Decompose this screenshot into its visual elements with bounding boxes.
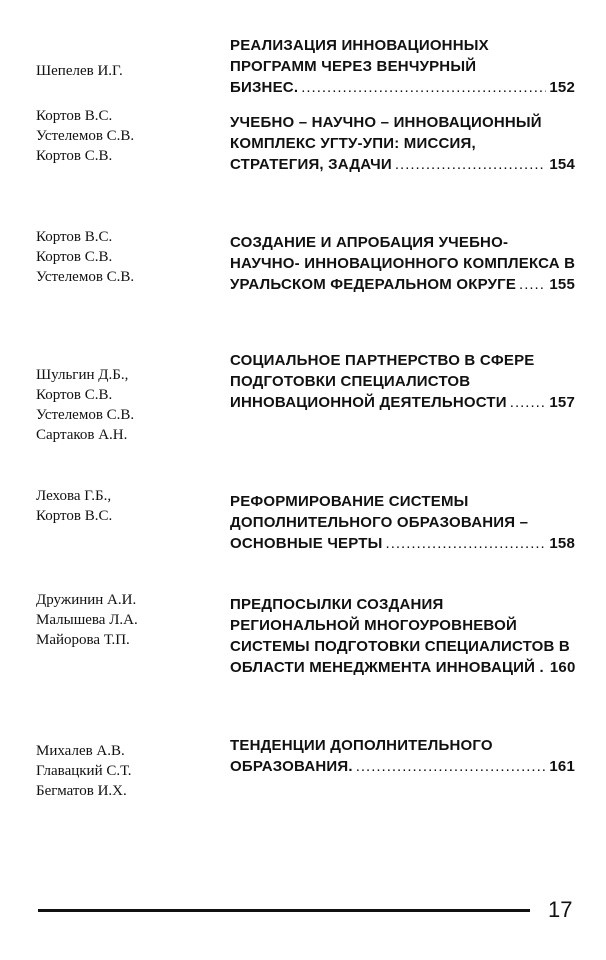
title-line: КОМПЛЕКС УГТУ-УПИ: МИССИЯ, bbox=[230, 135, 476, 152]
entry-title bbox=[230, 35, 575, 98]
author-name: Лехова Г.Б., bbox=[36, 488, 112, 504]
title-last-line bbox=[230, 657, 575, 678]
dot-leader bbox=[510, 392, 547, 413]
author-name: Кортов В.С. bbox=[36, 229, 113, 245]
author-name: Кортов В.С. bbox=[36, 108, 113, 124]
entry-authors bbox=[36, 106, 226, 166]
title-last-line bbox=[230, 533, 575, 554]
dot-leader bbox=[395, 154, 547, 175]
title-line: СТРАТЕГИЯ, ЗАДАЧИ bbox=[230, 156, 392, 173]
title-line: РЕГИОНАЛЬНОЙ МНОГОУРОВНЕВОЙ bbox=[230, 617, 517, 634]
author-name: Кортов В.С. bbox=[36, 508, 113, 524]
page-reference: 155 bbox=[549, 276, 575, 293]
footer-rule bbox=[38, 909, 530, 912]
title-last-line bbox=[230, 274, 575, 295]
title-last-line bbox=[230, 392, 575, 413]
author-name: Устелемов С.В. bbox=[36, 269, 135, 285]
page-reference: 161 bbox=[549, 758, 575, 775]
title-line: ПОДГОТОВКИ СПЕЦИАЛИСТОВ bbox=[230, 373, 471, 390]
entry-title bbox=[230, 594, 575, 678]
title-line: ТЕНДЕНЦИИ ДОПОЛНИТЕЛЬНОГО bbox=[230, 737, 493, 754]
author-name: Шепелев И.Г. bbox=[36, 63, 123, 79]
author-name: Майорова Т.П. bbox=[36, 632, 130, 648]
title-line: СОЗДАНИЕ И АПРОБАЦИЯ УЧЕБНО- bbox=[230, 234, 509, 251]
dot-leader bbox=[356, 756, 547, 777]
title-line: УРАЛЬСКОМ ФЕДЕРАЛЬНОМ ОКРУГЕ bbox=[230, 276, 517, 293]
title-line: НАУЧНО- ИННОВАЦИОННОГО КОМПЛЕКСА В bbox=[230, 255, 576, 272]
author-name: Кортов С.В. bbox=[36, 387, 113, 403]
title-line: ПРЕДПОСЫЛКИ СОЗДАНИЯ bbox=[230, 596, 444, 613]
author-name: Главацкий С.Т. bbox=[36, 763, 132, 779]
title-last-line bbox=[230, 77, 575, 98]
entry-title bbox=[230, 491, 575, 554]
entry-title bbox=[230, 350, 575, 413]
title-last-line bbox=[230, 154, 575, 175]
title-line: ОБРАЗОВАНИЯ. bbox=[230, 758, 353, 775]
author-name: Малышева Л.А. bbox=[36, 612, 138, 628]
entry-title bbox=[230, 112, 575, 175]
title-line: ОСНОВНЫЕ ЧЕРТЫ bbox=[230, 535, 383, 552]
title-line: РЕАЛИЗАЦИЯ ИННОВАЦИОННЫХ bbox=[230, 37, 489, 54]
title-last-line bbox=[230, 756, 575, 777]
entry-authors bbox=[36, 741, 226, 801]
title-line: ОБЛАСТИ МЕНЕДЖМЕНТА ИННОВАЦИЙ . bbox=[230, 659, 544, 676]
page-number: 17 bbox=[548, 897, 573, 922]
page-reference: 152 bbox=[549, 79, 575, 96]
author-name: Кортов С.В. bbox=[36, 249, 113, 265]
title-line: СИСТЕМЫ ПОДГОТОВКИ СПЕЦИАЛИСТОВ В bbox=[230, 638, 570, 655]
entry-authors bbox=[36, 486, 226, 526]
entry-title bbox=[230, 735, 575, 777]
title-line: БИЗНЕС. bbox=[230, 79, 299, 96]
entry-authors bbox=[36, 61, 226, 81]
author-name: Бегматов И.Х. bbox=[36, 783, 127, 799]
entry-title bbox=[230, 232, 575, 295]
author-name: Михалев А.В. bbox=[36, 743, 125, 759]
author-name: Шульгин Д.Б., bbox=[36, 367, 129, 383]
title-line: ПРОГРАММ ЧЕРЕЗ ВЕНЧУРНЫЙ bbox=[230, 58, 477, 75]
dot-leader bbox=[519, 274, 546, 295]
author-name: Устелемов С.В. bbox=[36, 407, 135, 423]
dot-leader bbox=[301, 77, 546, 98]
author-name: Сартаков А.Н. bbox=[36, 427, 128, 443]
entry-authors bbox=[36, 365, 226, 445]
dot-leader bbox=[386, 533, 547, 554]
entry-authors bbox=[36, 227, 226, 287]
title-line: УЧЕБНО – НАУЧНО – ИННОВАЦИОННЫЙ bbox=[230, 114, 542, 131]
title-line: СОЦИАЛЬНОЕ ПАРТНЕРСТВО В СФЕРЕ bbox=[230, 352, 535, 369]
page-reference: 157 bbox=[549, 394, 575, 411]
title-line: ДОПОЛНИТЕЛЬНОГО ОБРАЗОВАНИЯ – bbox=[230, 514, 529, 531]
page-reference: 158 bbox=[549, 535, 575, 552]
author-name: Устелемов С.В. bbox=[36, 128, 135, 144]
author-name: Кортов С.В. bbox=[36, 148, 113, 164]
entry-authors bbox=[36, 590, 226, 650]
title-line: ИННОВАЦИОННОЙ ДЕЯТЕЛЬНОСТИ bbox=[230, 394, 507, 411]
page-reference: 160 bbox=[549, 659, 576, 676]
title-line: РЕФОРМИРОВАНИЕ СИСТЕМЫ bbox=[230, 493, 469, 510]
page-reference: 154 bbox=[549, 156, 575, 173]
author-name: Дружинин А.И. bbox=[36, 592, 137, 608]
